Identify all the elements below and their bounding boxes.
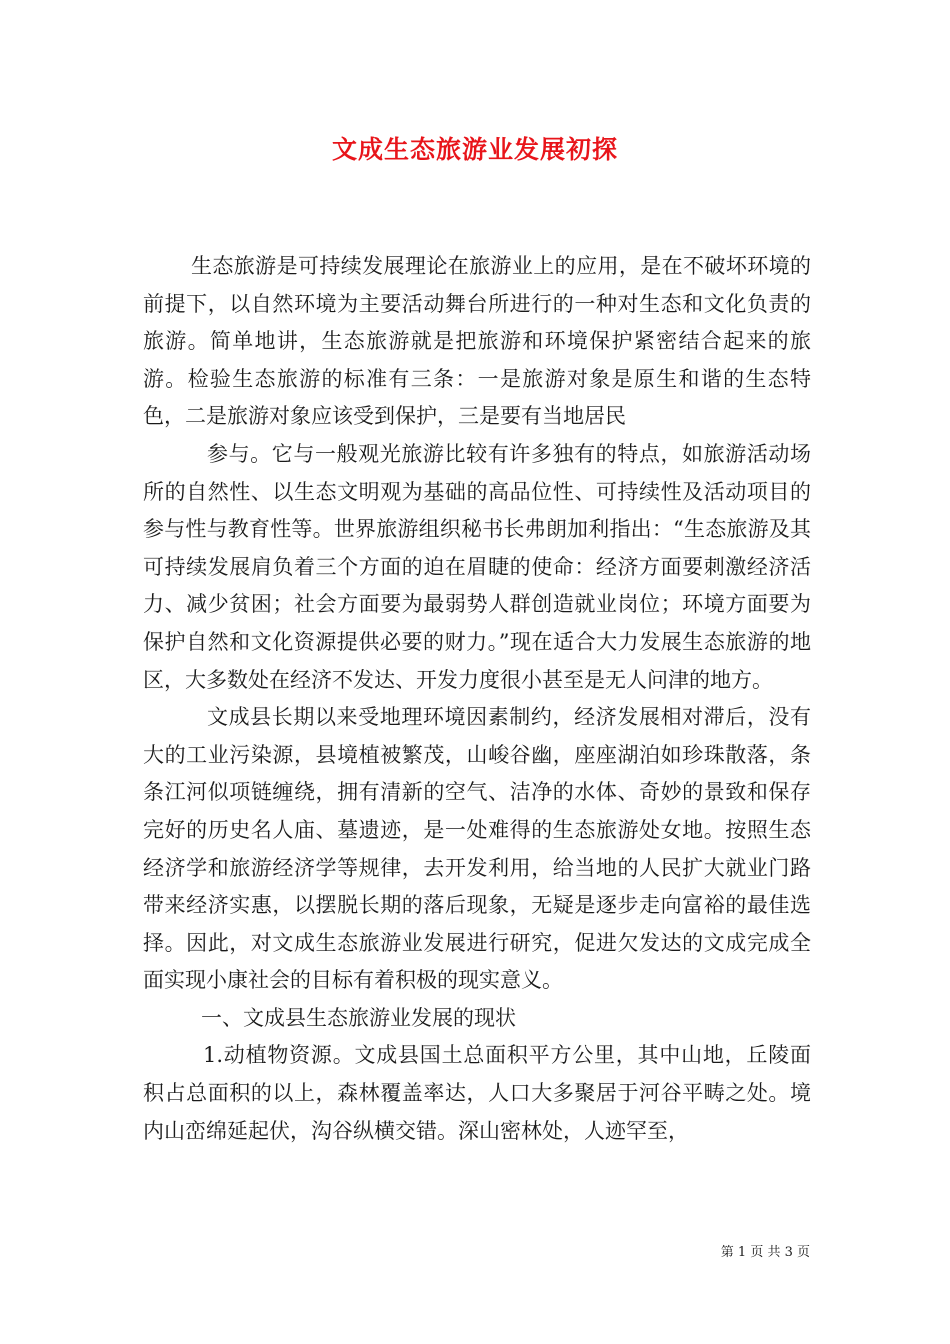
paragraph-intro: 生态旅游是可持续发展理论在旅游业上的应用，是在不破坏环境的前提下，以自然环境为主要活动舞台所进行的一种对生态和文化负责的旅游。简单地讲，生态旅游就是把旅游和环境保护紧密结合起来的旅游。检验生态旅游的标准有三条：一是旅游对象是原生和谐的生态特色，二是旅游对象应该受到保护，三是要有当地居民	[143, 254, 811, 429]
page-title: 文成生态旅游业发展初探	[331, 135, 618, 164]
paragraph-resources: 1.动植物资源。文成县国土总面积平方公里，其中山地，丘陵面积占总面积的以上，森林覆盖率达，人口大多聚居于河谷平畴之处。境内山峦绵延起伏，沟谷纵横交错。深山密林处，人迹罕至，	[143, 1043, 811, 1143]
document-body	[143, 248, 811, 1150]
section-heading: 一、文成县生态旅游业发展的现状	[201, 1005, 516, 1030]
page-number-footer: 第 1 页 共 3 页	[720, 1245, 810, 1260]
paragraph-wencheng: 文成县长期以来受地理环境因素制约，经济发展相对滞后，没有大的工业污染源，县境植被繁茂，山峻谷幽，座座湖泊如珍珠散落，条条江河似项链缠绕，拥有清新的空气、洁净的水体、奇妙的景致和保存完好的历史名人庙、墓遗迹，是一处难得的生态旅游处女地。按照生态经济学和旅游经济学等规律，去开发利用，给当地的人民扩大就业门路带来经济实惠，以摆脱长期的落后现象，无疑是逐步走向富裕的最佳选择。因此，对文成生态旅游业发展进行研究，促进欠发达的文成完成全面实现小康社会的目标有着积极的现实意义。	[143, 705, 811, 993]
paragraph-features: 参与。它与一般观光旅游比较有许多独有的特点，如旅游活动场所的自然性、以生态文明观为基础的高品位性、可持续性及活动项目的参与性与教育性等。世界旅游组织秘书长弗朗加利指出：“生态旅游及其可持续发展肩负着三个方面的迫在眉睫的使命：经济方面要刺激经济活力、减少贫困；社会方面要为最弱势人群创造就业岗位；环境方面要为保护自然和文化资源提供必要的财力。”现在适合大力发展生态旅游的地区，大多数处在经济不发达、开发力度很小甚至是无人问津的地方。	[143, 441, 811, 692]
